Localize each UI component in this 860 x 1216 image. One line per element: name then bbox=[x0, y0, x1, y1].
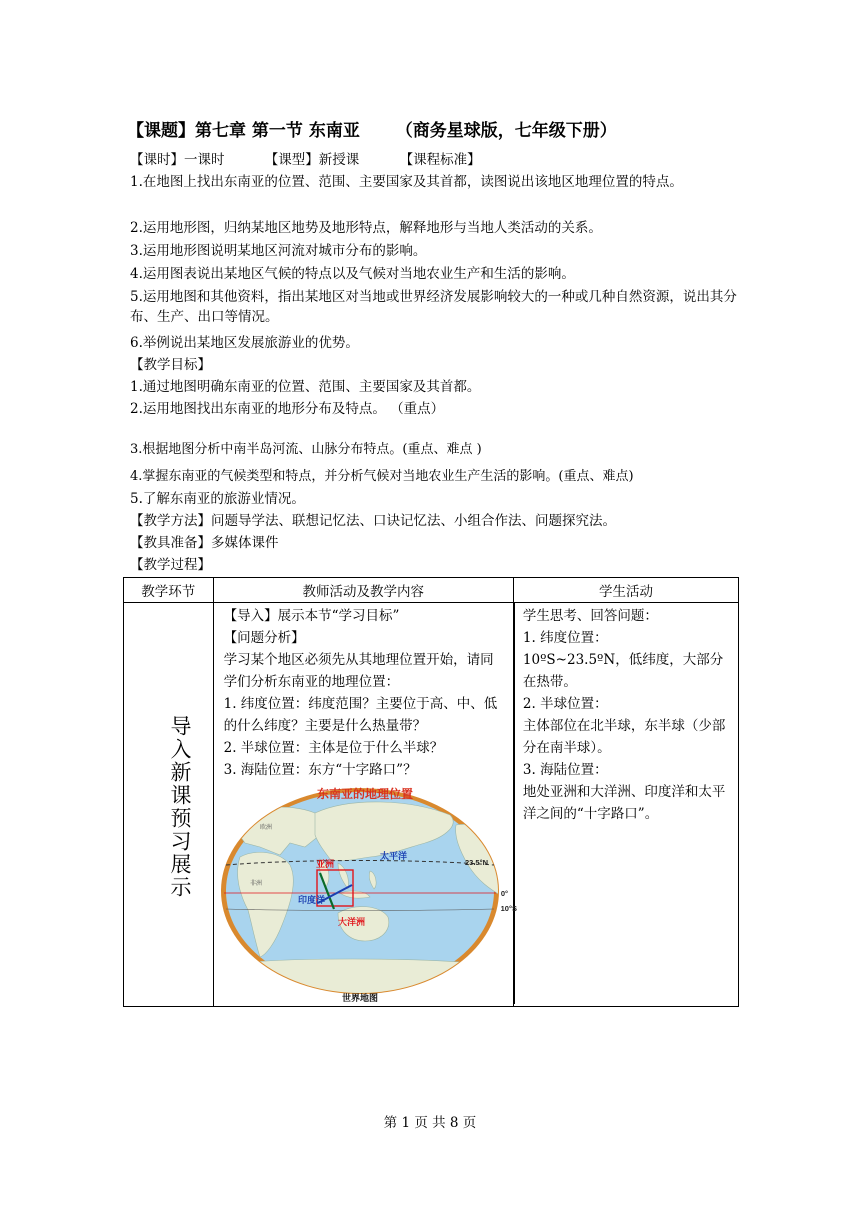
header-stage: 教学环节 bbox=[124, 578, 214, 603]
student-cell bbox=[513, 603, 738, 1007]
period-label: 【课时】一课时 bbox=[130, 152, 225, 168]
standard-item: 2.运用地形图，归纳某地区地势及地形特点，解释地形与当地人类活动的关系。 bbox=[130, 220, 602, 236]
goal-item: 5.了解东南亚的旅游业情况。 bbox=[130, 491, 305, 507]
label-europe: 欧洲 bbox=[260, 825, 273, 831]
lesson-meta bbox=[130, 150, 481, 170]
standard-item: 5.运用地图和其他资料，指出某地区对当地或世界经济发展影响较大的一种或几种自然资源，说出其分布、生产、出口等情况。 bbox=[130, 289, 737, 325]
goal-item: 3.根据地图分析中南半岛河流、山脉分布特点。(重点、难点 ) bbox=[130, 442, 482, 457]
teacher-line: 【问题分析】 bbox=[223, 630, 305, 646]
student-line: 10ºS~23.5ºN，低纬度，大部分在热带。 bbox=[522, 652, 724, 690]
label-23-5n: 23.5°N bbox=[464, 858, 488, 867]
teacher-line: 【导入】展示本节“学习目标” bbox=[223, 608, 400, 624]
label-asia: 亚洲 bbox=[316, 859, 335, 869]
standard-item: 3.运用地形图说明某地区河流对城市分布的影响。 bbox=[130, 243, 427, 259]
column-divider bbox=[514, 602, 515, 1004]
teacher-line: 1. 纬度位置：纬度范围？主要位于高、中、低的什么纬度？主要是什么热量带？ bbox=[223, 696, 498, 734]
student-line: 学生思考、回答问题： bbox=[522, 608, 658, 624]
stage-label: 导入新课预习展示 bbox=[168, 715, 192, 899]
label-indian: 印度洋 bbox=[298, 895, 326, 905]
label-africa: 非洲 bbox=[250, 881, 263, 887]
type-label: 【课型】新授课 bbox=[264, 152, 360, 168]
page-footer: 第 1 页 共 8 页 bbox=[383, 1115, 477, 1131]
teacher-line: 3. 海陆位置：东方“十字路口”？ bbox=[223, 762, 417, 778]
process-heading: 【教学过程】 bbox=[130, 557, 211, 573]
teaching-tools: 【教具准备】多媒体课件 bbox=[130, 535, 279, 551]
goals-heading: 【教学目标】 bbox=[130, 357, 211, 373]
standard-heading: 【课程标准】 bbox=[399, 152, 481, 168]
goal-item: 4.掌握东南亚的气候类型和特点，并分析气候对当地农业生产生活的影响。(重点、难点) bbox=[130, 469, 634, 484]
label-oceania: 大洋洲 bbox=[338, 917, 366, 927]
student-line: 1. 纬度位置： bbox=[522, 630, 608, 646]
teaching-methods: 【教学方法】问题导学法、联想记忆法、口诀记忆法、小组合作法、问题探究法。 bbox=[130, 513, 616, 529]
label-10s: 10°S bbox=[500, 904, 517, 913]
standard-item: 4.运用图表说出某地区气候的特点以及气候对当地农业生产和生活的影响。 bbox=[130, 266, 575, 282]
teacher-line: 学习某个地区必须先从其地理位置开始，请同学们分析东南亚的地理位置： bbox=[223, 652, 494, 690]
map-caption: 世界地图 bbox=[341, 993, 379, 1003]
label-pacific: 太平洋 bbox=[380, 851, 408, 861]
table-header-row bbox=[124, 578, 739, 603]
goal-item: 2.运用地图找出东南亚的地形分布及特点。 （重点） bbox=[130, 401, 445, 417]
map-title: 东南亚的地理位置 bbox=[316, 787, 414, 801]
lesson-title-main: 【课题】第七章 第一节 东南亚 bbox=[127, 121, 360, 141]
student-line: 地处亚洲和大洋洲、印度洋和太平洋之间的“十字路口”。 bbox=[522, 784, 726, 822]
world-map-figure bbox=[220, 785, 517, 1005]
header-teacher: 教师活动及教学内容 bbox=[213, 578, 513, 603]
label-0: 0° bbox=[500, 889, 508, 898]
goal-item: 1.通过地图明确东南亚的位置、范围、主要国家及其首都。 bbox=[130, 379, 481, 395]
standard-item: 6.举例说出某地区发展旅游业的优势。 bbox=[130, 335, 359, 351]
student-line: 3. 海陆位置： bbox=[522, 762, 608, 778]
lesson-title bbox=[127, 116, 747, 141]
header-student: 学生活动 bbox=[513, 578, 738, 603]
world-map bbox=[220, 785, 517, 1005]
student-line: 主体部位在北半球，东半球（少部分在南半球）。 bbox=[522, 718, 726, 756]
standard-item: 1.在地图上找出东南亚的位置、范围、主要国家及其首都，读图说出该地区地理位置的特点。 bbox=[130, 174, 683, 190]
lesson-edition: （商务星球版，七年级下册） bbox=[395, 121, 617, 141]
teacher-line: 2. 半球位置：主体是位于什么半球？ bbox=[223, 740, 444, 756]
student-line: 2. 半球位置： bbox=[522, 696, 608, 712]
